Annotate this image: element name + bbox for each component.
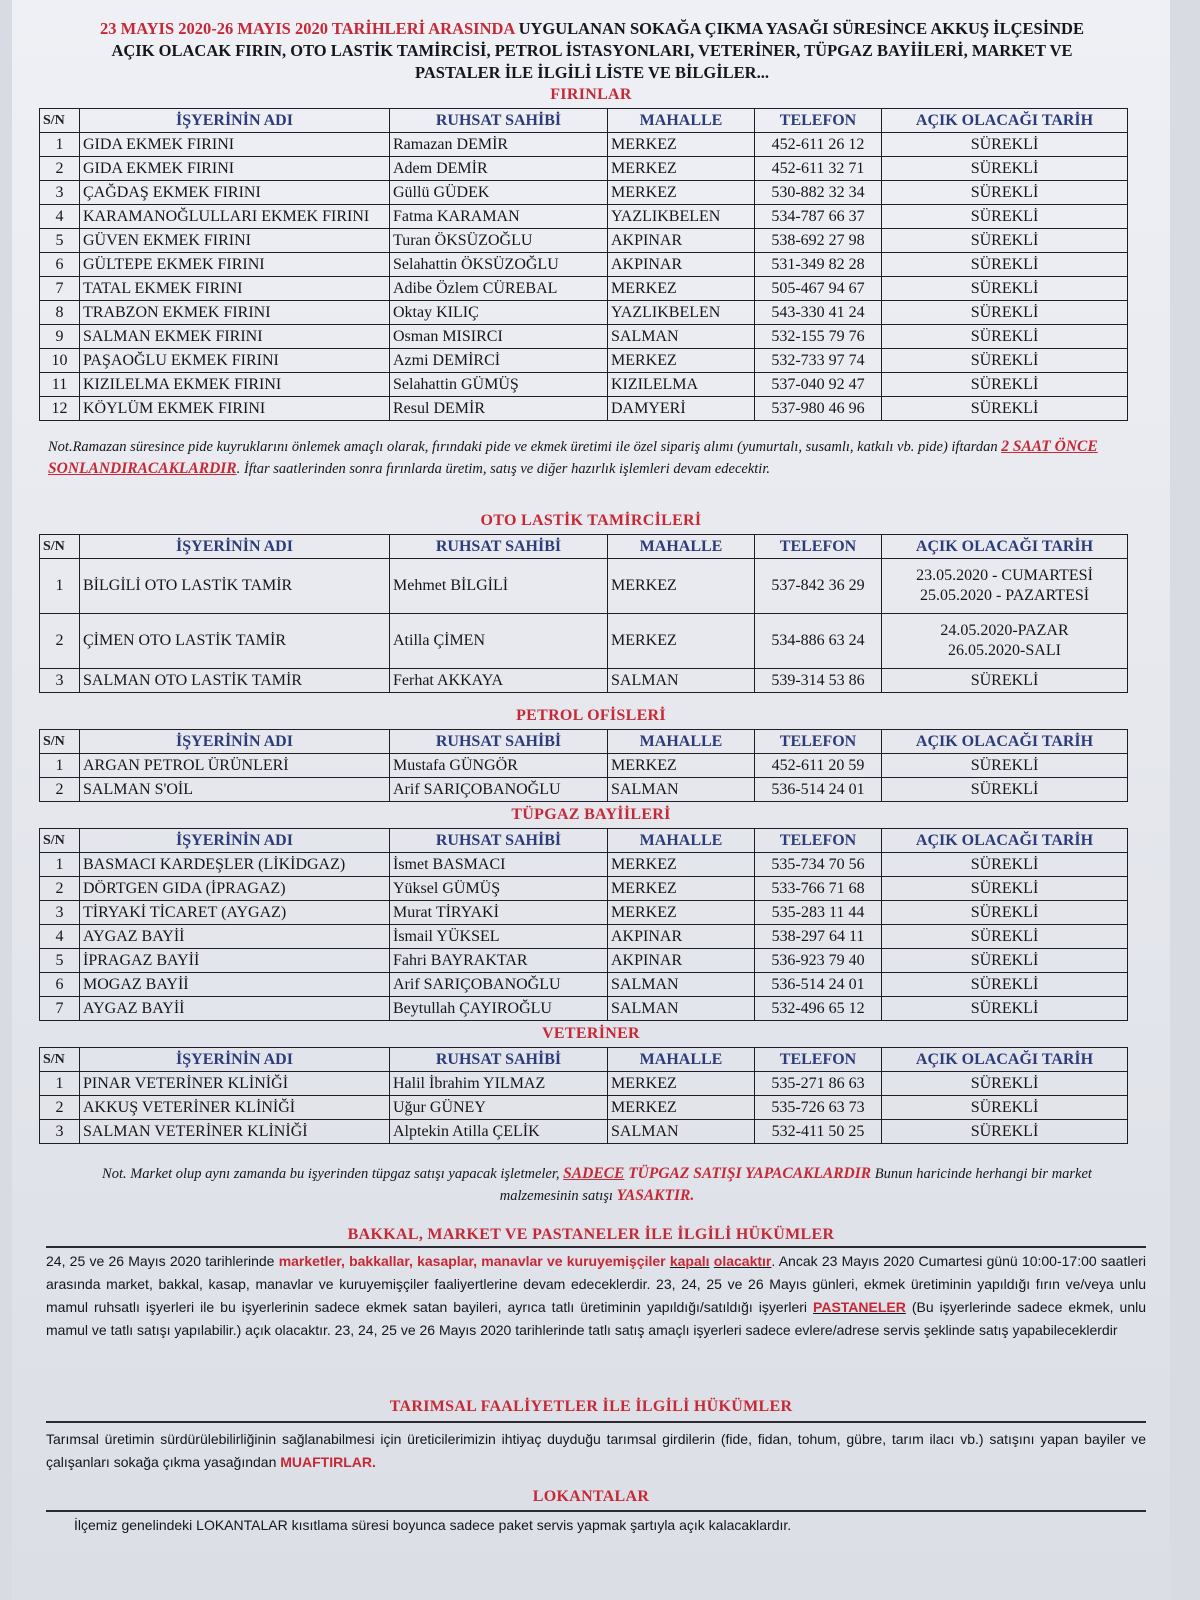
document-title [42,18,1142,84]
cell-owner: Yüksel GÜMÜŞ [390,877,608,901]
cell-name: PAŞAOĞLU EKMEK FIRINI [80,349,390,373]
cell-date: SÜREKLİ [882,349,1128,373]
cell-district: MERKEZ [608,853,755,877]
cell-date: SÜREKLİ [882,973,1128,997]
cell-sn: 1 [40,754,80,778]
cell-date: SÜREKLİ [882,181,1128,205]
cell-sn: 7 [40,277,80,301]
cell-owner: Ferhat AKKAYA [390,669,608,693]
cell-phone: 538-297 64 11 [755,925,882,949]
cell-phone: 537-040 92 47 [755,373,882,397]
col-header-district: MAHALLE [608,730,755,754]
cell-phone: 534-787 66 37 [755,205,882,229]
cell-name: KARAMANOĞLULLARI EKMEK FIRINI [80,205,390,229]
cell-phone: 535-271 86 63 [755,1072,882,1096]
cell-name: GÜLTEPE EKMEK FIRINI [80,253,390,277]
cell-owner: Mustafa GÜNGÖR [390,754,608,778]
cell-owner: Arif SARIÇOBANOĞLU [390,778,608,802]
cell-district: MERKEZ [608,1096,755,1120]
cell-sn: 3 [40,669,80,693]
cell-phone: 532-155 79 76 [755,325,882,349]
section-title-petrol: PETROL OFİSLERİ [516,707,666,724]
cell-name: ÇAĞDAŞ EKMEK FIRINI [80,181,390,205]
table-row [40,949,1128,973]
cell-date: SÜREKLİ [882,997,1128,1021]
cell-owner: İsmet BASMACI [390,853,608,877]
cell-date: SÜREKLİ [882,853,1128,877]
cell-name: TİRYAKİ TİCARET (AYGAZ) [80,901,390,925]
cell-owner: Halil İbrahim YILMAZ [390,1072,608,1096]
cell-district: AKPINAR [608,925,755,949]
col-header-name: İŞYERİNİN ADI [80,829,390,853]
cell-sn: 2 [40,157,80,181]
cell-owner: Adibe Özlem CÜREBAL [390,277,608,301]
table-row [40,277,1128,301]
cell-date: SÜREKLİ [882,1072,1128,1096]
cell-sn: 3 [40,901,80,925]
section-title-bakkal: BAKKAL, MARKET VE PASTANELER İLE İLGİLİ HÜKÜMLER [347,1226,835,1243]
col-header-sn: S/N [40,535,80,559]
cell-name: İPRAGAZ BAYİİ [80,949,390,973]
table-row [40,997,1128,1021]
cell-owner: Fatma KARAMAN [390,205,608,229]
cell-name: BASMACI KARDEŞLER (LİKİDGAZ) [80,853,390,877]
table-row [40,325,1128,349]
cell-date: SÜREKLİ [882,133,1128,157]
cell-district: SALMAN [608,669,755,693]
cell-date: 23.05.2020 - CUMARTESİ 25.05.2020 - PAZARTESİ [882,559,1128,614]
cell-date: SÜREKLİ [882,1096,1128,1120]
cell-date: SÜREKLİ [882,901,1128,925]
cell-date: SÜREKLİ [882,253,1128,277]
cell-sn: 6 [40,973,80,997]
table-petrol [39,729,1128,802]
cell-district: SALMAN [608,1120,755,1144]
cell-phone: 505-467 94 67 [755,277,882,301]
col-header-phone: TELEFON [755,109,882,133]
table-row [40,754,1128,778]
cell-phone: 531-349 82 28 [755,253,882,277]
cell-owner: Fahri BAYRAKTAR [390,949,608,973]
table-row [40,1096,1128,1120]
col-header-phone: TELEFON [755,829,882,853]
cell-sn: 7 [40,997,80,1021]
bakkal-paragraph: 24, 25 ve 26 Mayıs 2020 tarihlerinde marketler, bakkallar, kasaplar, manavlar ve kuruyemişçiler kapalı olacaktır. Ancak 23 Mayıs 2020 Cumartesi günü 10:00-17:00 saatleri arasında market, bakkal, kasap, manavlar ve kuruyemişçiler faaliyertlerine devam edeceklerdir. 23, 24, 25 ve 26 Mayıs günleri, ekmek üretiminin yapıldığı fırın ve/veya unlu mamul ruhsatlı işyerleri ile bu işyerlerinin sadece ekmek satan bayileri, ayrıca tatlı üretiminin yapıldığı/satıldığı işyerleri PASTANELER (Bu işyerlerinde sadece ekmek, unlu mamul ve tatlı satışı yapılabilir.) açık olacaktır. 23, 24, 25 ve 26 Mayıs 2020 tarihlerinde tatlı satış amaçlı işyerleri sadece evlere/adrese servis şeklinde satış yapabileceklerdir [46,1253,1147,1338]
cell-date: 24.05.2020-PAZAR 26.05.2020-SALI [882,614,1128,669]
cell-phone: 452-611 20 59 [755,754,882,778]
table-row [40,349,1128,373]
col-header-phone: TELEFON [755,1048,882,1072]
cell-owner: Oktay KILIÇ [390,301,608,325]
cell-district: YAZLIKBELEN [608,205,755,229]
cell-phone: 530-882 32 34 [755,181,882,205]
cell-date: SÜREKLİ [882,205,1128,229]
cell-owner: Selahattin ÖKSÜZOĞLU [390,253,608,277]
cell-sn: 2 [40,614,80,669]
table-row [40,925,1128,949]
cell-name: PINAR VETERİNER KLİNİĞİ [80,1072,390,1096]
col-header-district: MAHALLE [608,1048,755,1072]
title-dates: 23 MAYIS 2020-26 MAYIS 2020 TARİHLERİ ARASINDA [100,19,515,38]
cell-sn: 4 [40,205,80,229]
table-row [40,157,1128,181]
col-header-owner: RUHSAT SAHİBİ [390,109,608,133]
cell-owner: Selahattin GÜMÜŞ [390,373,608,397]
table-row [40,133,1128,157]
cell-name: GIDA EKMEK FIRINI [80,157,390,181]
table-oto-lastik [39,534,1128,693]
cell-sn: 1 [40,853,80,877]
cell-sn: 9 [40,325,80,349]
cell-phone: 543-330 41 24 [755,301,882,325]
cell-phone: 532-411 50 25 [755,1120,882,1144]
cell-district: AKPINAR [608,229,755,253]
cell-district: KIZILELMA [608,373,755,397]
cell-district: MERKEZ [608,157,755,181]
lokantalar-paragraph: İlçemiz genelindeki LOKANTALAR kısıtlama süresi boyunca sadece paket servis yapmak şartıyla açık kalacaklardır. [74,1517,792,1533]
col-header-owner: RUHSAT SAHİBİ [390,829,608,853]
col-header-date: AÇIK OLACAĞI TARİH [882,1048,1128,1072]
cell-phone: 532-496 65 12 [755,997,882,1021]
cell-name: SALMAN EKMEK FIRINI [80,325,390,349]
cell-sn: 6 [40,253,80,277]
cell-phone: 532-733 97 74 [755,349,882,373]
cell-owner: Turan ÖKSÜZOĞLU [390,229,608,253]
table-row [40,877,1128,901]
cell-date: SÜREKLİ [882,778,1128,802]
cell-phone: 539-314 53 86 [755,669,882,693]
table-firinlar [39,108,1128,421]
col-header-owner: RUHSAT SAHİBİ [390,535,608,559]
cell-sn: 11 [40,373,80,397]
cell-phone: 537-980 46 96 [755,397,882,421]
cell-district: MERKEZ [608,877,755,901]
section-title-tupgaz: TÜPGAZ BAYİİLERİ [511,806,671,823]
table-header-row [40,730,1128,754]
cell-name: DÖRTGEN GIDA (İPRAGAZ) [80,877,390,901]
col-header-sn: S/N [40,829,80,853]
table-header-row [40,829,1128,853]
cell-sn: 2 [40,1096,80,1120]
col-header-name: İŞYERİNİN ADI [80,535,390,559]
cell-sn: 2 [40,877,80,901]
table-header-row [40,535,1128,559]
col-header-district: MAHALLE [608,109,755,133]
col-header-district: MAHALLE [608,535,755,559]
table-row [40,669,1128,693]
cell-phone: 536-514 24 01 [755,778,882,802]
section-title-firinlar: FIRINLAR [550,86,632,103]
col-header-name: İŞYERİNİN ADI [80,109,390,133]
col-header-sn: S/N [40,109,80,133]
cell-sn: 12 [40,397,80,421]
cell-name: KIZILELMA EKMEK FIRINI [80,373,390,397]
table-row [40,205,1128,229]
cell-owner: Uğur GÜNEY [390,1096,608,1120]
cell-district: MERKEZ [608,277,755,301]
cell-district: SALMAN [608,325,755,349]
cell-phone: 535-283 11 44 [755,901,882,925]
table-row [40,397,1128,421]
cell-district: AKPINAR [608,253,755,277]
cell-district: MERKEZ [608,133,755,157]
cell-owner: Arif SARIÇOBANOĞLU [390,973,608,997]
cell-district: YAZLIKBELEN [608,301,755,325]
cell-name: SALMAN OTO LASTİK TAMİR [80,669,390,693]
divider [46,1421,1146,1423]
cell-owner: Osman MISIRCI [390,325,608,349]
cell-name: TATAL EKMEK FIRINI [80,277,390,301]
col-header-sn: S/N [40,1048,80,1072]
cell-date: SÜREKLİ [882,925,1128,949]
col-header-date: AÇIK OLACAĞI TARİH [882,535,1128,559]
cell-sn: 1 [40,133,80,157]
table-row [40,973,1128,997]
note-highlight: 2 SAAT ÖNCE SONLANDIRACAKLARDIR [48,438,1098,477]
section-title-oto-lastik: OTO LASTİK TAMİRCİLERİ [480,512,702,529]
cell-date: SÜREKLİ [882,754,1128,778]
col-header-date: AÇIK OLACAĞI TARİH [882,829,1128,853]
table-tupgaz [39,828,1128,1021]
cell-owner: Ramazan DEMİR [390,133,608,157]
cell-name: KÖYLÜM EKMEK FIRINI [80,397,390,421]
cell-date: SÜREKLİ [882,277,1128,301]
cell-owner: İsmail YÜKSEL [390,925,608,949]
table-veteriner [39,1047,1128,1144]
cell-district: MERKEZ [608,614,755,669]
cell-phone: 536-514 24 01 [755,973,882,997]
cell-phone: 538-692 27 98 [755,229,882,253]
cell-name: TRABZON EKMEK FIRINI [80,301,390,325]
cell-owner: Resul DEMİR [390,397,608,421]
firinlar-note: Not.Ramazan süresince pide kuyruklarını önlemek amaçlı olarak, fırındaki pide ve ekmek üretimi ile özel sipariş alımı (yumurtalı, susamlı, katkılı vb. pide) iftardan 2 SAAT ÖNCE SONLANDIRACAKLARDIR. İftar saatlerinden sonra fırınlarda üretim, satış ve diğer hazırlık işlemleri devam edecektir. [48,438,1098,477]
cell-sn: 1 [40,559,80,614]
cell-phone: 452-611 32 71 [755,157,882,181]
cell-name: AYGAZ BAYİİ [80,997,390,1021]
cell-owner: Alptekin Atilla ÇELİK [390,1120,608,1144]
document-sheet [12,0,1170,1600]
cell-phone: 533-766 71 68 [755,877,882,901]
cell-date: SÜREKLİ [882,1120,1128,1144]
cell-date: SÜREKLİ [882,949,1128,973]
cell-district: MERKEZ [608,901,755,925]
cell-name: BİLGİLİ OTO LASTİK TAMİR [80,559,390,614]
table-row [40,373,1128,397]
cell-sn: 3 [40,1120,80,1144]
col-header-owner: RUHSAT SAHİBİ [390,1048,608,1072]
cell-phone: 535-726 63 73 [755,1096,882,1120]
divider [46,1510,1146,1512]
col-header-owner: RUHSAT SAHİBİ [390,730,608,754]
title-line-3: PASTALER İLE İLGİLİ LİSTE VE BİLGİLER... [415,63,769,82]
table-row [40,901,1128,925]
cell-district: MERKEZ [608,349,755,373]
cell-owner: Mehmet BİLGİLİ [390,559,608,614]
cell-name: GIDA EKMEK FIRINI [80,133,390,157]
cell-name: ÇİMEN OTO LASTİK TAMİR [80,614,390,669]
cell-district: SALMAN [608,778,755,802]
cell-owner: Adem DEMİR [390,157,608,181]
table-header-row [40,1048,1128,1072]
table-row [40,181,1128,205]
cell-name: ARGAN PETROL ÜRÜNLERİ [80,754,390,778]
cell-name: SALMAN VETERİNER KLİNİĞİ [80,1120,390,1144]
cell-district: MERKEZ [608,754,755,778]
cell-phone: 534-886 63 24 [755,614,882,669]
table-row [40,1120,1128,1144]
cell-sn: 10 [40,349,80,373]
cell-date: SÜREKLİ [882,325,1128,349]
cell-owner: Güllü GÜDEK [390,181,608,205]
table-row [40,229,1128,253]
cell-district: MERKEZ [608,181,755,205]
cell-district: DAMYERİ [608,397,755,421]
cell-date: SÜREKLİ [882,877,1128,901]
cell-date: SÜREKLİ [882,157,1128,181]
cell-sn: 8 [40,301,80,325]
cell-owner: Atilla ÇİMEN [390,614,608,669]
title-text: UYGULANAN SOKAĞA ÇIKMA YASAĞI SÜRESİNCE AKKUŞ İLÇESİNDE [514,19,1084,38]
table-row [40,614,1128,669]
table-row [40,1072,1128,1096]
cell-name: AKKUŞ VETERİNER KLİNİĞİ [80,1096,390,1120]
col-header-date: AÇIK OLACAĞI TARİH [882,109,1128,133]
cell-owner: Azmi DEMİRCİ [390,349,608,373]
col-header-phone: TELEFON [755,535,882,559]
cell-date: SÜREKLİ [882,373,1128,397]
col-header-date: AÇIK OLACAĞI TARİH [882,730,1128,754]
cell-district: MERKEZ [608,559,755,614]
cell-sn: 5 [40,229,80,253]
cell-owner: Murat TİRYAKİ [390,901,608,925]
cell-district: MERKEZ [608,1072,755,1096]
table-row [40,301,1128,325]
tarimsal-paragraph: Tarımsal üretimin sürdürülebilirliğinin sağlanabilmesi için üreticilerimizin ihtiyaç duyduğu tarımsal girdilerin (fide, fidan, tohum, gübre, tarım ilacı vb.) satışını yapan bayiler ve çalışanları sokağa çıkma yasağından MUAFTIRLAR. [46,1431,1146,1470]
cell-district: AKPINAR [608,949,755,973]
cell-phone: 535-734 70 56 [755,853,882,877]
title-line-2: AÇIK OLACAK FIRIN, OTO LASTİK TAMİRCİSİ, PETROL İSTASYONLARI, VETERİNER, TÜPGAZ BAYİİLERİ, MARKET VE [111,41,1073,60]
cell-sn: 1 [40,1072,80,1096]
cell-owner: Beytullah ÇAYIROĞLU [390,997,608,1021]
cell-date: SÜREKLİ [882,669,1128,693]
col-header-district: MAHALLE [608,829,755,853]
cell-sn: 2 [40,778,80,802]
col-header-phone: TELEFON [755,730,882,754]
cell-name: SALMAN S'OİL [80,778,390,802]
cell-name: GÜVEN EKMEK FIRINI [80,229,390,253]
cell-sn: 4 [40,925,80,949]
cell-name: MOGAZ BAYİİ [80,973,390,997]
cell-sn: 5 [40,949,80,973]
table-row [40,253,1128,277]
veteriner-note: Not. Market olup aynı zamanda bu işyerinden tüpgaz satışı yapacak işletmeler, SADECE TÜPGAZ SATIŞI YAPACAKLARDIR Bunun haricinde herhangi bir market malzemesinin satışı YASAKTIR. [102,1165,1092,1204]
section-title-lokantalar: LOKANTALAR [532,1488,650,1505]
table-header-row [40,109,1128,133]
cell-phone: 537-842 36 29 [755,559,882,614]
table-row [40,853,1128,877]
cell-sn: 3 [40,181,80,205]
cell-date: SÜREKLİ [882,397,1128,421]
col-header-sn: S/N [40,730,80,754]
cell-date: SÜREKLİ [882,301,1128,325]
table-row [40,778,1128,802]
section-title-veteriner: VETERİNER [542,1025,640,1042]
cell-district: SALMAN [608,997,755,1021]
cell-phone: 452-611 26 12 [755,133,882,157]
col-header-name: İŞYERİNİN ADI [80,730,390,754]
table-row [40,559,1128,614]
cell-district: SALMAN [608,973,755,997]
col-header-name: İŞYERİNİN ADI [80,1048,390,1072]
cell-name: AYGAZ BAYİİ [80,925,390,949]
cell-date: SÜREKLİ [882,229,1128,253]
section-title-tarimsal: TARIMSAL FAALİYETLER İLE İLGİLİ HÜKÜMLER [389,1398,793,1415]
divider [46,1246,1146,1248]
cell-phone: 536-923 79 40 [755,949,882,973]
